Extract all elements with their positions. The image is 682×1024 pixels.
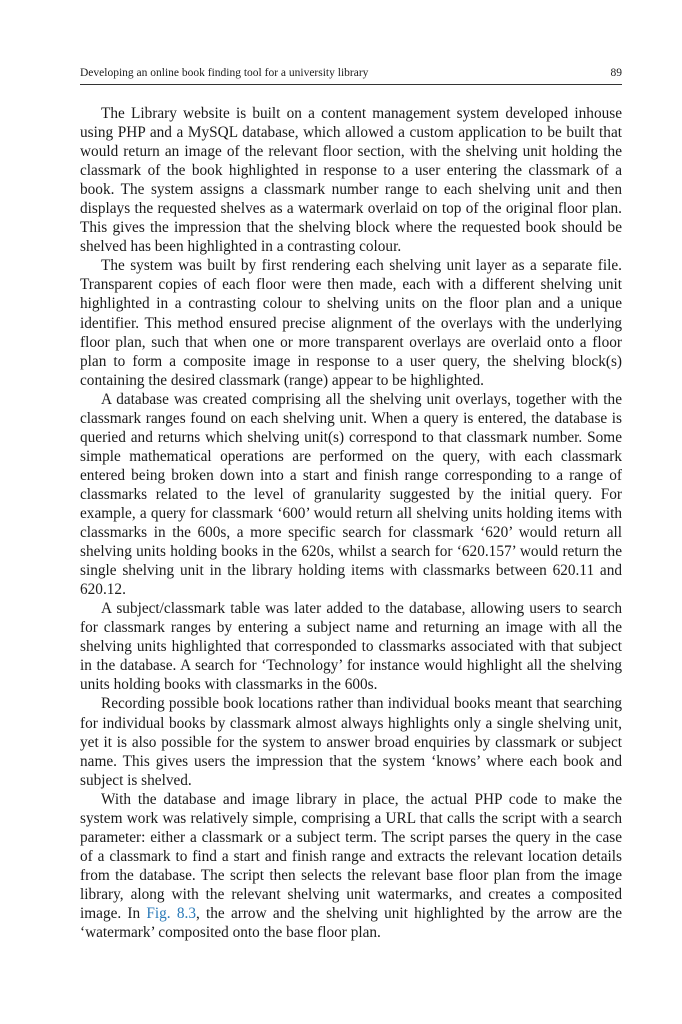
figure-link[interactable]: Fig. 8.3: [146, 904, 196, 922]
running-head: [80, 65, 622, 81]
paragraph-php-code-start: With the database and image library in place, the actual PHP code to make the system work was relatively simple, comprising a URL that calls the script with a search parameter: either a classmark or a subject term. The script parses the query in the case of a classmark to find a start and finish range and extracts the relevant location details from the database. The script then selects the relevant base floor plan from the image library, along with the relevant shelving unit watermarks, and creates a composited image. In: [80, 790, 622, 922]
paragraph-php-code-end: , the arrow and the shelving unit highlighted by the arrow are the ‘watermark’ composited onto the base floor plan.: [80, 904, 622, 942]
paragraph-rendering: The system was built by first rendering each shelving unit layer as a separate file. Transparent copies of each floor were then made, each with a different shelving unit highlighted in a contrasting colour to shelving units on the floor plan and a unique identifier. This method ensured precise alignment of the overlays with the underlying floor plan, such that when one or more transparent overlays are overlaid onto a floor plan to form a composite image in response to a user query, the shelving block(s) containing the desired classmark (range) appear to be highlighted.: [80, 257, 622, 389]
running-title: Developing an online book finding tool for a university library: [80, 67, 369, 79]
header-rule: [80, 84, 622, 85]
paragraph-subject-table: A subject/classmark table was later added to the database, allowing users to search for classmark ranges by entering a subject name and returning an image with all the shelving units highlighted that corresponded to classmarks associated with that subject in the database. A search for ‘Technology’ for instance would highlight all the shelving units holding books with classmarks in the 600s.: [80, 600, 622, 694]
paragraph-cms: The Library website is built on a content management system developed inhouse using PHP and a MySQL database, which allowed a custom application to be built that would return an image of the relevant floor section, with the shelving unit holding the classmark of the book highlighted in response to a user entering the classmark of a book. The system assigns a classmark number range to each shelving unit and then displays the requested shelves as a watermark overlaid on top of the original floor plan. This gives the impression that the shelving block where the requested book should be shelved has been highlighted in a contrasting colour.: [80, 105, 622, 256]
paragraph-book-locations: Recording possible book locations rather than individual books meant that searching for individual books by classmark almost always highlights only a single shelving unit, yet it is also possible for the system to answer broad enquiries by classmark or subject name. This gives users the impression that the system ‘knows’ where each book and subject is shelved.: [80, 695, 622, 789]
paragraph-php-code: [80, 790, 622, 942]
page-number: 89: [610, 67, 622, 79]
paragraph-database: A database was created comprising all the shelving unit overlays, together with the classmark ranges found on each shelving unit. When a query is entered, the database is queried and returns which shelving unit(s) correspond to that classmark number. Some simple mathematical operations are performed on the query, with each classmark entered being broken down into a start and finish range corresponding to a range of classmarks related to the level of granularity suggested by the initial query. For example, a query for classmark ‘600’ would return all shelving units holding items with classmarks in the 600s, a more specific search for classmark ‘620’ would return all shelving units holding books in the 620s, whilst a search for ‘620.157’ would return the single shelving unit in the library holding items with classmarks between 620.11 and 620.12.: [80, 390, 622, 599]
body-text: [80, 104, 622, 942]
